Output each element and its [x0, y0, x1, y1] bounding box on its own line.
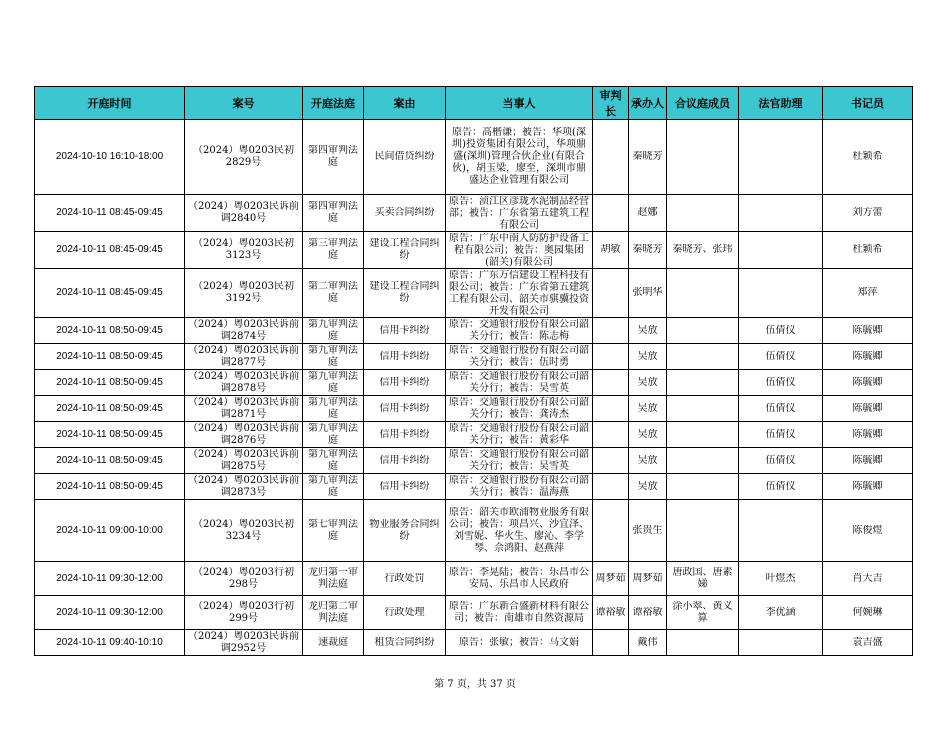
clerk-cell	[823, 344, 913, 370]
parties-cell	[446, 344, 593, 370]
panel-members-cell	[667, 195, 739, 232]
court-room-text: 第九审判法庭	[308, 422, 358, 446]
hearing-time-cell	[35, 344, 185, 370]
handler-text: 周梦茹	[632, 572, 663, 584]
parties-cell	[446, 269, 593, 318]
hearing-time-text: 2024-10-11 08:50-09:45	[56, 350, 163, 362]
presiding-judge-cell	[593, 596, 629, 630]
hearing-time-cell	[35, 562, 185, 596]
clerk-text: 陈毓卿	[852, 454, 883, 466]
parties-cell	[446, 448, 593, 474]
clerk-cell	[823, 448, 913, 474]
court-room-text: 第四审判法庭	[308, 145, 358, 168]
clerk-cell	[823, 120, 913, 195]
judge-assistant-text: 伍倩仪	[765, 350, 796, 362]
case-cause-text: 信用卡纠纷	[379, 324, 430, 336]
panel-members-cell	[667, 120, 739, 195]
hearing-time-text: 2024-10-11 09:00-10:00	[56, 524, 163, 536]
hearing-time-cell	[35, 195, 185, 232]
case-cause-cell	[364, 422, 446, 448]
parties-text: 原告：广东新合盛新材料有限公司；被告：南雄市自然资源局	[449, 600, 589, 624]
presiding-judge-cell	[593, 448, 629, 474]
parties-text: 原告：广东中南人防防护设备工程有限公司；被告：奥园集团(韶关)有限公司	[449, 232, 589, 268]
judge-assistant-cell	[739, 562, 823, 596]
hearing-time-text: 2024-10-11 08:50-09:45	[56, 324, 163, 336]
header-panel-members: 合议庭成员	[667, 87, 739, 120]
case-number-text: （2024）粤0203民诉前调2876号	[188, 422, 299, 446]
clerk-text: 陈毓卿	[852, 402, 883, 414]
court-room-text: 龙归第一审判法庭	[308, 566, 358, 590]
case-cause-text: 民间借贷纠纷	[374, 151, 435, 162]
clerk-cell	[823, 396, 913, 422]
parties-text: 原告：张敏；被告：马文娟	[459, 636, 579, 648]
clerk-text: 杜颖希	[852, 151, 883, 162]
handler-text: 张明华	[632, 287, 663, 298]
case-number-cell	[185, 500, 303, 562]
court-room-cell	[303, 232, 364, 269]
hearing-time-text: 2024-10-11 09:40-10:10	[56, 636, 163, 648]
clerk-text: 陈毓卿	[852, 324, 883, 336]
clerk-cell	[823, 630, 913, 656]
parties-text: 原告：交通银行股份有限公司韶关分行；被告：伍时勇	[449, 344, 589, 368]
presiding-judge-cell	[593, 474, 629, 500]
clerk-text: 陈毓卿	[852, 376, 883, 388]
header-judge-assistant: 法官助理	[739, 87, 823, 120]
court-schedule-table	[34, 86, 913, 656]
handler-cell	[629, 562, 667, 596]
parties-cell	[446, 474, 593, 500]
handler-text: 秦晓芳	[632, 151, 663, 162]
handler-text: 戴伟	[637, 636, 658, 648]
case-cause-cell	[364, 232, 446, 269]
presiding-judge-cell	[593, 120, 629, 195]
header-handler: 承办人	[629, 87, 667, 120]
judge-assistant-cell	[739, 596, 823, 630]
case-number-text: （2024）粤0203民诉前调2871号	[188, 396, 299, 420]
case-number-cell	[185, 344, 303, 370]
parties-text: 原告：交通银行股份有限公司韶关分行；被告：陈志梅	[449, 318, 589, 342]
presiding-judge-cell	[593, 562, 629, 596]
parties-cell	[446, 232, 593, 269]
table-row	[35, 448, 913, 474]
judge-assistant-cell	[739, 630, 823, 656]
hearing-time-text: 2024-10-11 09:30-12:00	[56, 572, 163, 584]
hearing-time-cell	[35, 422, 185, 448]
court-room-text: 第九审判法庭	[308, 344, 358, 368]
judge-assistant-cell	[739, 370, 823, 396]
case-number-text: （2024）粤0203民诉前调2952号	[188, 630, 299, 654]
court-room-text: 第七审判法庭	[308, 518, 358, 542]
parties-text: 原告：交通银行股份有限公司韶关分行；被告：黄彩华	[449, 422, 589, 446]
panel-members-cell	[667, 562, 739, 596]
judge-assistant-cell	[739, 269, 823, 318]
presiding-judge-text: 谭裕敏	[595, 606, 626, 618]
hearing-time-text: 2024-10-11 08:50-09:45	[56, 376, 163, 388]
clerk-text: 杜颖希	[852, 244, 883, 255]
parties-cell	[446, 500, 593, 562]
court-room-text: 第三审判法庭	[308, 238, 358, 261]
case-cause-text: 信用卡纠纷	[379, 428, 430, 440]
judge-assistant-cell	[739, 195, 823, 232]
judge-assistant-text: 李优涵	[765, 606, 796, 618]
handler-cell	[629, 474, 667, 500]
case-number-cell	[185, 269, 303, 318]
presiding-judge-cell	[593, 318, 629, 344]
court-room-text: 速裁庭	[318, 636, 348, 648]
case-cause-text: 租赁合同纠纷	[374, 636, 435, 648]
case-number-cell	[185, 195, 303, 232]
table-row	[35, 195, 913, 232]
presiding-judge-cell	[593, 630, 629, 656]
panel-members-cell	[667, 344, 739, 370]
case-number-text: （2024）粤0203民诉前调2874号	[188, 318, 299, 342]
hearing-time-cell	[35, 500, 185, 562]
parties-text: 原告：韶关市欧浦物业服务有限公司；被告：项昌兴、沙宜泽、刘雪妮、华火生、廖沁、李学琴、佘鸿阳、赵燕萍	[449, 506, 589, 554]
case-number-cell	[185, 396, 303, 422]
table-row	[35, 630, 913, 656]
court-room-cell	[303, 422, 364, 448]
court-room-text: 第九审判法庭	[308, 474, 358, 498]
case-number-cell	[185, 370, 303, 396]
table-row	[35, 370, 913, 396]
handler-text: 吴放	[637, 428, 658, 440]
clerk-text: 陈毓卿	[852, 480, 883, 492]
clerk-text: 陈毓卿	[852, 428, 883, 440]
handler-cell	[629, 269, 667, 318]
panel-members-text: 秦晓芳、张玮	[672, 244, 733, 255]
parties-cell	[446, 562, 593, 596]
case-number-text: （2024）粤0203民初3192号	[193, 281, 294, 304]
handler-cell	[629, 120, 667, 195]
judge-assistant-cell	[739, 500, 823, 562]
handler-cell	[629, 630, 667, 656]
case-cause-text: 行政处理	[384, 606, 425, 618]
case-number-text: （2024）粤0203民初2829号	[193, 145, 294, 168]
panel-members-cell	[667, 422, 739, 448]
header-case-number: 案号	[185, 87, 303, 120]
case-cause-text: 信用卡纠纷	[379, 376, 430, 388]
table-row	[35, 500, 913, 562]
case-cause-cell	[364, 344, 446, 370]
handler-text: 吴放	[637, 376, 658, 388]
court-room-text: 第九审判法庭	[308, 448, 358, 472]
case-cause-cell	[364, 448, 446, 474]
handler-cell	[629, 370, 667, 396]
handler-cell	[629, 232, 667, 269]
parties-cell	[446, 596, 593, 630]
handler-cell	[629, 344, 667, 370]
case-number-text: （2024）粤0203民诉前调2840号	[188, 201, 299, 224]
clerk-text: 袁吉盛	[852, 636, 883, 648]
handler-text: 吴放	[637, 402, 658, 414]
case-cause-text: 信用卡纠纷	[379, 402, 430, 414]
clerk-text: 何婉琳	[852, 606, 883, 618]
case-cause-cell	[364, 596, 446, 630]
header-cause: 案由	[364, 87, 446, 120]
panel-members-cell	[667, 318, 739, 344]
panel-members-cell	[667, 448, 739, 474]
case-number-text: （2024）粤0203民诉前调2873号	[188, 474, 299, 498]
panel-members-cell	[667, 630, 739, 656]
court-room-text: 第四审判法庭	[308, 201, 358, 224]
parties-text: 原告：浈江区彦珑水泥制品经营部；被告：广东省第五建筑工程有限公司	[449, 195, 589, 231]
handler-text: 吴放	[637, 324, 658, 336]
judge-assistant-cell	[739, 344, 823, 370]
case-number-text: （2024）粤0203民诉前调2877号	[188, 344, 299, 368]
header-time: 开庭时间	[35, 87, 185, 120]
table-row	[35, 318, 913, 344]
table-row	[35, 120, 913, 195]
case-number-cell	[185, 422, 303, 448]
hearing-time-cell	[35, 448, 185, 474]
case-cause-text: 买卖合同纠纷	[374, 207, 435, 218]
presiding-judge-cell	[593, 195, 629, 232]
case-number-cell	[185, 232, 303, 269]
handler-text: 谭裕敏	[632, 606, 663, 618]
parties-cell	[446, 630, 593, 656]
judge-assistant-text: 伍倩仪	[765, 454, 796, 466]
case-number-text: （2024）粤0203民诉前调2875号	[188, 448, 299, 472]
presiding-judge-cell	[593, 232, 629, 269]
hearing-time-text: 2024-10-11 08:45-09:45	[56, 207, 163, 218]
presiding-judge-cell	[593, 370, 629, 396]
clerk-cell	[823, 596, 913, 630]
court-room-cell	[303, 370, 364, 396]
handler-cell	[629, 195, 667, 232]
case-number-cell	[185, 448, 303, 474]
hearing-time-text: 2024-10-11 09:30-12:00	[56, 606, 163, 618]
court-room-cell	[303, 396, 364, 422]
court-room-cell	[303, 269, 364, 318]
court-room-cell	[303, 562, 364, 596]
hearing-time-cell	[35, 269, 185, 318]
handler-text: 赵娜	[637, 207, 658, 218]
case-cause-cell	[364, 120, 446, 195]
parties-text: 原告：交通银行股份有限公司韶关分行；被告：温海燕	[449, 474, 589, 498]
handler-cell	[629, 318, 667, 344]
court-room-cell	[303, 474, 364, 500]
panel-members-cell	[667, 396, 739, 422]
judge-assistant-cell	[739, 474, 823, 500]
hearing-time-text: 2024-10-11 08:50-09:45	[56, 402, 163, 414]
case-cause-cell	[364, 269, 446, 318]
hearing-time-cell	[35, 318, 185, 344]
court-room-text: 第九审判法庭	[308, 318, 358, 342]
handler-text: 张贵生	[632, 524, 663, 536]
judge-assistant-cell	[739, 422, 823, 448]
panel-members-cell	[667, 269, 739, 318]
hearing-time-text: 2024-10-11 08:45-09:45	[56, 244, 163, 255]
clerk-cell	[823, 232, 913, 269]
parties-text: 原告：高楷谦；被告：华项(深圳)投资集团有限公司，华项鼎盛(深圳)管理合伙企业(有限合伙)，胡玉梁，廖至，深圳市鼎盛达企业管理有限公司	[452, 127, 586, 186]
presiding-judge-cell	[593, 396, 629, 422]
panel-members-text: 涂小翠、黄义算	[672, 600, 733, 624]
case-cause-cell	[364, 500, 446, 562]
presiding-judge-cell	[593, 500, 629, 562]
case-number-cell	[185, 318, 303, 344]
case-cause-text: 信用卡纠纷	[379, 350, 430, 362]
panel-members-text: 唐政国、唐素娣	[672, 566, 733, 590]
panel-members-cell	[667, 596, 739, 630]
hearing-time-text: 2024-10-11 08:50-09:45	[56, 428, 163, 440]
court-room-text: 第二审判法庭	[308, 281, 358, 304]
handler-text: 吴放	[637, 480, 658, 492]
court-room-cell	[303, 596, 364, 630]
table-row	[35, 396, 913, 422]
case-cause-cell	[364, 474, 446, 500]
judge-assistant-cell	[739, 396, 823, 422]
hearing-time-cell	[35, 630, 185, 656]
clerk-cell	[823, 562, 913, 596]
table-row	[35, 344, 913, 370]
court-room-cell	[303, 448, 364, 474]
table-row	[35, 232, 913, 269]
header-clerk: 书记员	[823, 87, 913, 120]
case-cause-text: 信用卡纠纷	[379, 454, 430, 466]
case-number-cell	[185, 474, 303, 500]
panel-members-cell	[667, 232, 739, 269]
case-number-text: （2024）粤0203行初298号	[193, 566, 294, 590]
handler-cell	[629, 396, 667, 422]
parties-text: 原告：李晃陆；被告：乐昌市公安局、乐昌市人民政府	[449, 566, 589, 590]
clerk-cell	[823, 370, 913, 396]
hearing-time-text: 2024-10-11 08:45-09:45	[56, 287, 163, 298]
handler-text: 秦晓芳	[632, 244, 663, 255]
case-cause-text: 物业服务合同纠纷	[369, 518, 440, 542]
judge-assistant-text: 伍倩仪	[765, 402, 796, 414]
clerk-cell	[823, 195, 913, 232]
clerk-text: 郑萍	[857, 287, 878, 298]
parties-cell	[446, 396, 593, 422]
hearing-time-text: 2024-10-11 08:50-09:45	[56, 480, 163, 492]
hearing-time-cell	[35, 596, 185, 630]
case-cause-cell	[364, 318, 446, 344]
panel-members-cell	[667, 370, 739, 396]
clerk-cell	[823, 422, 913, 448]
case-cause-cell	[364, 630, 446, 656]
parties-cell	[446, 120, 593, 195]
presiding-judge-cell	[593, 269, 629, 318]
clerk-text: 陈毓卿	[852, 350, 883, 362]
judge-assistant-cell	[739, 448, 823, 474]
judge-assistant-text: 伍倩仪	[765, 376, 796, 388]
judge-assistant-cell	[739, 318, 823, 344]
clerk-cell	[823, 318, 913, 344]
table-row	[35, 596, 913, 630]
clerk-text: 肖大吉	[852, 572, 883, 584]
judge-assistant-cell	[739, 120, 823, 195]
judge-assistant-text: 伍倩仪	[765, 480, 796, 492]
clerk-text: 陈俊煜	[852, 524, 883, 536]
court-room-text: 第九审判法庭	[308, 396, 358, 420]
case-cause-cell	[364, 195, 446, 232]
page-footer: 第 7 页，共 37 页	[434, 679, 516, 690]
case-number-text: （2024）粤0203民初3234号	[193, 518, 294, 542]
handler-text: 吴放	[637, 350, 658, 362]
presiding-judge-text: 周梦茹	[595, 572, 626, 584]
handler-cell	[629, 422, 667, 448]
court-room-cell	[303, 344, 364, 370]
case-cause-cell	[364, 370, 446, 396]
judge-assistant-cell	[739, 232, 823, 269]
panel-members-cell	[667, 474, 739, 500]
parties-text: 原告：广东万信建设工程科技有限公司；被告：广东省第五建筑工程有限公司、韶关市骐骥投资开发有限公司	[449, 269, 589, 317]
case-number-cell	[185, 120, 303, 195]
handler-text: 吴放	[637, 454, 658, 466]
table-row	[35, 269, 913, 318]
presiding-judge-text: 胡敏	[600, 244, 621, 255]
hearing-time-cell	[35, 370, 185, 396]
handler-cell	[629, 500, 667, 562]
court-room-cell	[303, 630, 364, 656]
case-number-cell	[185, 596, 303, 630]
clerk-cell	[823, 500, 913, 562]
case-number-cell	[185, 630, 303, 656]
parties-cell	[446, 422, 593, 448]
judge-assistant-text: 伍倩仪	[765, 428, 796, 440]
parties-cell	[446, 195, 593, 232]
handler-cell	[629, 596, 667, 630]
case-number-cell	[185, 562, 303, 596]
header-presiding-judge: 审判长	[593, 87, 629, 120]
table-row	[35, 562, 913, 596]
presiding-judge-cell	[593, 422, 629, 448]
hearing-time-cell	[35, 396, 185, 422]
parties-text: 原告：交通银行股份有限公司韶关分行；被告：吴雪英	[449, 448, 589, 472]
case-cause-text: 建设工程合同纠纷	[369, 281, 440, 304]
case-number-text: （2024）粤0203民初3123号	[193, 238, 294, 261]
parties-text: 原告：交通银行股份有限公司韶关分行；被告：吴雪英	[449, 370, 589, 394]
court-room-cell	[303, 120, 364, 195]
hearing-time-cell	[35, 232, 185, 269]
case-cause-text: 行政处罚	[384, 572, 425, 584]
court-room-text: 龙归第二审判法庭	[308, 600, 358, 624]
case-cause-text: 信用卡纠纷	[379, 480, 430, 492]
judge-assistant-text: 伍倩仪	[765, 324, 796, 336]
case-number-text: （2024）粤0203行初299号	[193, 600, 294, 624]
hearing-time-text: 2024-10-10 16:10-18:00	[55, 151, 164, 162]
court-room-cell	[303, 195, 364, 232]
clerk-text: 刘方蕾	[852, 207, 883, 218]
hearing-time-cell	[35, 120, 185, 195]
table-header-row	[35, 87, 913, 120]
parties-text: 原告：交通银行股份有限公司韶关分行；被告：龚涛杰	[449, 396, 589, 420]
case-cause-cell	[364, 396, 446, 422]
clerk-cell	[823, 474, 913, 500]
header-court: 开庭法庭	[303, 87, 364, 120]
court-room-cell	[303, 318, 364, 344]
parties-cell	[446, 318, 593, 344]
judge-assistant-text: 叶煜杰	[765, 572, 796, 584]
court-room-text: 第九审判法庭	[308, 370, 358, 394]
hearing-time-cell	[35, 474, 185, 500]
handler-cell	[629, 448, 667, 474]
header-parties: 当事人	[446, 87, 593, 120]
clerk-cell	[823, 269, 913, 318]
case-cause-cell	[364, 562, 446, 596]
table-row	[35, 422, 913, 448]
case-number-text: （2024）粤0203民诉前调2878号	[188, 370, 299, 394]
table-row	[35, 474, 913, 500]
hearing-time-text: 2024-10-11 08:50-09:45	[56, 454, 163, 466]
panel-members-cell	[667, 500, 739, 562]
court-room-cell	[303, 500, 364, 562]
case-cause-text: 建设工程合同纠纷	[369, 238, 440, 261]
parties-cell	[446, 370, 593, 396]
presiding-judge-cell	[593, 344, 629, 370]
